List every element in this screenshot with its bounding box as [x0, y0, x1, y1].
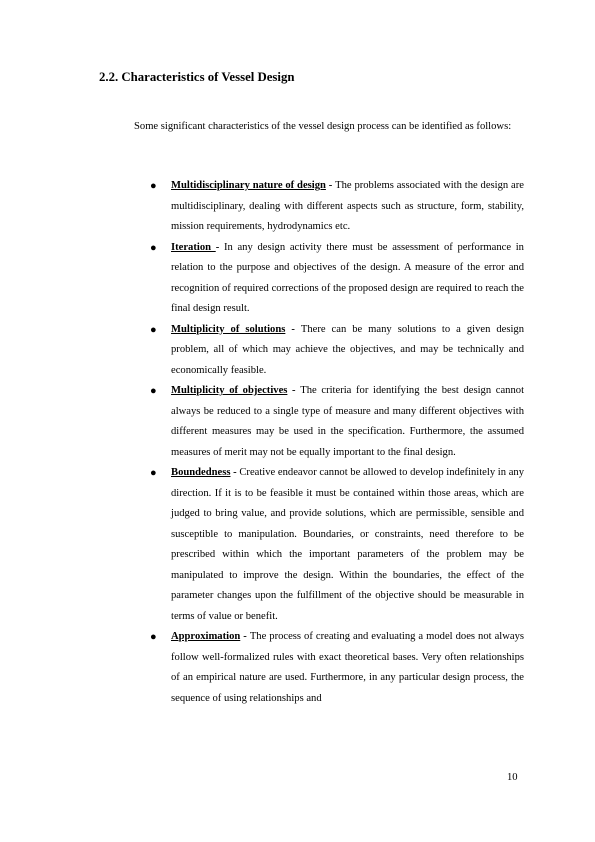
- bullet-term: Multiplicity of objectives: [171, 385, 288, 396]
- list-item: [150, 463, 524, 627]
- bullet-text: Creative endeavor cannot be allowed to develop indefinitely in any direction. If it is to be feasible it must be contained within those areas, which are judged to bring value, and provide solutions, which are permissible, sensible and susceptible to manipulation. Boundaries, or constraints, need therefore to be prescribed within which the important parameters of the problem may be manipulated to improve the design. Within the boundaries, the effect of the parameter changes upon the fulfillment of the objective should be measurable in terms of value or benefit.: [171, 467, 524, 622]
- section-heading: 2.2. Characteristics of Vessel Design: [99, 70, 295, 84]
- list-item: [150, 381, 525, 463]
- bullet-text: In any design activity there must be assessment of performance in relation to the purpose and objectives of the design. A measure of the error and recognition of required corrections of the proposed design are required to reach the final design result.: [171, 241, 524, 314]
- bullet-icon: ●: [150, 385, 157, 397]
- bullet-separator: -: [285, 323, 301, 335]
- bullet-term: Multidisciplinary nature of design: [171, 180, 326, 191]
- bullet-icon: ●: [150, 323, 157, 336]
- bullet-separator: -: [240, 631, 250, 642]
- list-item: [150, 627, 525, 709]
- bullet-term: Iteration: [171, 241, 216, 253]
- bullet-icon: ●: [150, 467, 157, 479]
- intro-paragraph: Some significant characteristics of the vessel design process can be identified as follows:: [134, 121, 512, 132]
- bullet-text: The problems associated with the design are multidisciplinary, dealing with different aspects such as structure, form, stability, mission requirements, hydrodynamics etc.: [171, 180, 524, 232]
- list-item: [150, 238, 524, 320]
- bullet-separator: -: [287, 385, 301, 396]
- bullet-separator: -: [230, 467, 240, 478]
- bullet-separator: -: [215, 241, 224, 253]
- bullet-icon: ●: [150, 631, 157, 643]
- bullet-term: Approximation: [171, 631, 241, 642]
- bullet-icon: ●: [150, 180, 157, 192]
- bullet-separator: -: [325, 180, 336, 191]
- characteristics-list: [150, 176, 525, 709]
- bullet-text: The criteria for identifying the best design cannot always be reduced to a single type of measure and many different objectives with different measures may be used in the specification. Furthermore, the assumed measures of merit may not be equally important to the final design.: [171, 385, 525, 458]
- list-item: [150, 320, 524, 382]
- bullet-term: Boundedness: [171, 467, 231, 478]
- bullet-text: The process of creating and evaluating a model does not always follow well-formalized rules with exact theoretical bases. Very often relationships of an empirical nature are used. Furthermore, in any particular design process, the sequence of using relationships and: [171, 631, 525, 704]
- bullet-icon: ●: [150, 241, 157, 254]
- list-item: [150, 176, 524, 238]
- page-number: 10: [507, 772, 518, 783]
- bullet-text: There can be many solutions to a given design problem, all of which may achieve the objectives, and may be technically and economically feasible.: [171, 323, 524, 376]
- bullet-term: Multiplicity of solutions: [171, 323, 286, 335]
